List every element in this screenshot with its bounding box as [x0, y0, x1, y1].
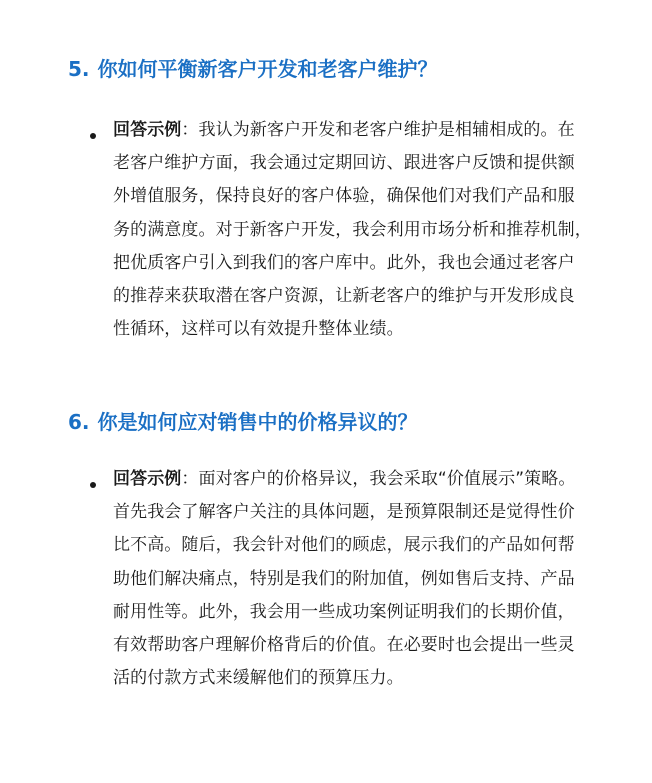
answer-line: 把优质客户引入到我们的客户库中。此外，我也会通过老客户	[113, 252, 575, 273]
answer-line: 外增值服务，保持良好的客户体验，确保他们对我们产品和服	[113, 186, 575, 207]
answer-line: 有效帮助客户理解价格背后的价值。在必要时也会提出一些灵	[113, 635, 575, 656]
answer-line-text: 我认为新客户开发和老客户维护是相辅相成的。在	[198, 120, 575, 140]
answer-label: 回答示例	[113, 469, 182, 489]
answer-line: 首先我会了解客户关注的具体问题，是预算限制还是觉得性价	[113, 502, 575, 523]
section-heading	[0, 54, 652, 84]
answer-line: 比不高。随后，我会针对他们的顾虑，展示我们的产品如何帮	[113, 535, 575, 556]
answer-line-text: 面对客户的价格异议，我会采取“价值展示”策略。	[198, 469, 576, 489]
answer-line: 老客户维护方面，我会通过定期回访、跟进客户反馈和提供额	[113, 153, 575, 174]
section-number: 5.	[68, 57, 90, 81]
answer-line: 务的满意度。对于新客户开发，我会利用市场分析和推荐机制，	[113, 219, 592, 240]
answer-line: 的推荐来获取潜在客户资源，让新老客户的维护与开发形成良	[113, 286, 575, 307]
answer-line: 性循环，这样可以有效提升整体业绩。	[113, 319, 404, 340]
answer-line: 活的付款方式来缓解他们的预算压力。	[113, 668, 404, 689]
answer-label: 回答示例	[113, 120, 182, 140]
faq-section-6	[0, 407, 652, 689]
section-title: 你是如何应对销售中的价格异议的？	[97, 410, 418, 434]
answer-paragraph	[113, 463, 603, 695]
answer-paragraph	[113, 114, 603, 346]
section-heading	[0, 407, 652, 437]
bullet-icon	[90, 482, 96, 488]
faq-section-5	[0, 54, 652, 340]
answer-line: 助他们解决痛点，特别是我们的附加值，例如售后支持、产品	[113, 568, 575, 589]
bullet-icon	[90, 133, 96, 139]
answer-separator: ：	[181, 469, 199, 489]
section-title: 你如何平衡新客户开发和老客户维护？	[97, 57, 438, 81]
answer-separator: ：	[181, 120, 199, 140]
answer-line	[113, 114, 603, 147]
answer-line	[113, 463, 603, 496]
section-number: 6.	[68, 410, 90, 434]
answer-line: 耐用性等。此外，我会用一些成功案例证明我们的长期价值，	[113, 601, 575, 622]
